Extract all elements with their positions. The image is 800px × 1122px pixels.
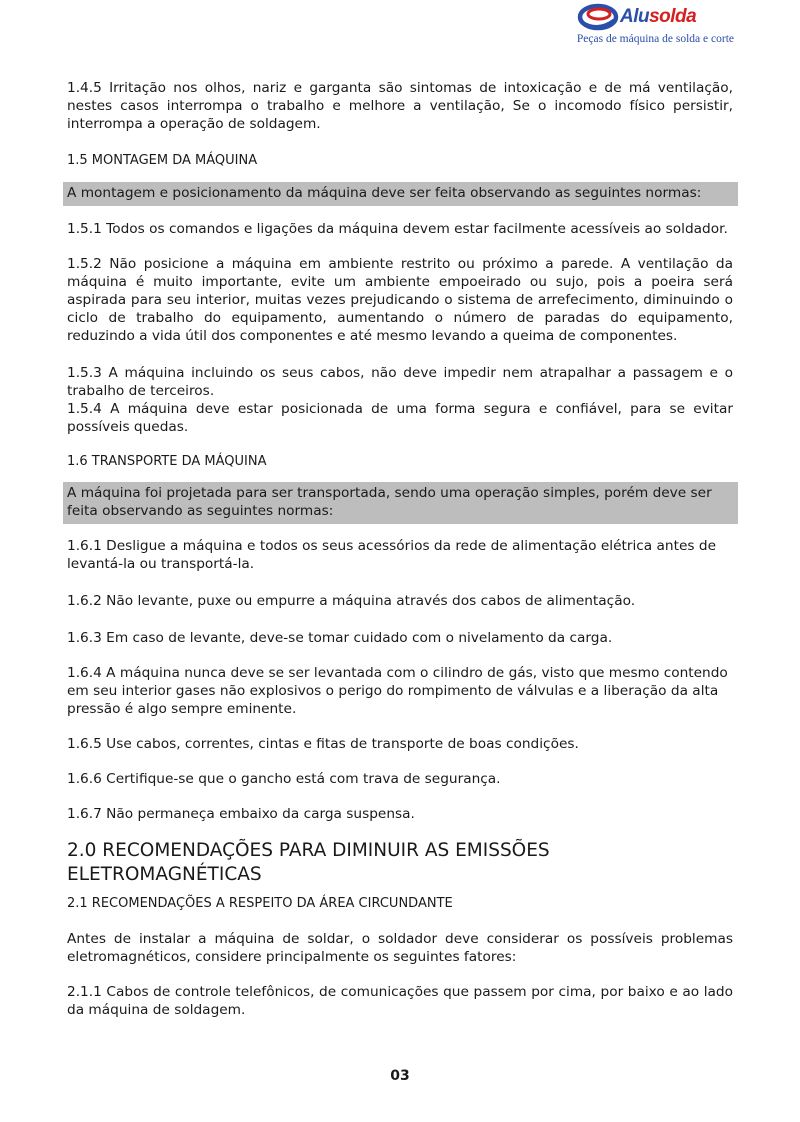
highlight-band-1-6: A máquina foi projetada para ser transportada, sendo uma operação simples, porém deve ser feita observando as seguintes normas: <box>63 482 738 524</box>
paragraph-1-6-5: 1.6.5 Use cabos, correntes, cintas e fitas de transporte de boas condições. <box>67 736 579 752</box>
paragraph-1-5-3: 1.5.3 A máquina incluindo os seus cabos, não deve impedir nem atrapalhar a passagem e o trabalho de terceiros. <box>67 365 733 399</box>
page-number: 03 <box>390 1068 410 1084</box>
brand-name <box>620 6 696 28</box>
brand-name-part2: solda <box>649 6 697 27</box>
paragraph-1-6-2: 1.6.2 Não levante, puxe ou empurre a máquina através dos cabos de alimentação. <box>67 593 636 609</box>
paragraph-1-5-2: 1.5.2 Não posicione a máquina em ambiente restrito ou próximo a parede. A ventilação da máquina é muito importante, evite um ambiente empoeirado ou sujo, pois a poeira será aspirada para seu interior, muitas vezes prejudicando o sistema de arrefecimento, diminuindo o ciclo de trabalho do equipamento, aumentando o número de paradas do equipamento, reduzindo a vida útil dos componentes e até mesmo levando a queima de componentes. <box>67 256 733 344</box>
page-content <box>67 79 733 1019</box>
paragraph-1-6-4: 1.6.4 A máquina nunca deve se ser levantada com o cilindro de gás, visto que mesmo contendo em seu interior gases não explosivos o perigo do rompimento de válvulas e a liberação da alta pressão é algo sempre eminente. <box>67 665 728 717</box>
swirl-logo-icon <box>576 2 620 32</box>
paragraph-1-6-3: 1.6.3 Em caso de levante, deve-se tomar cuidado com o nivelamento da carga. <box>67 630 613 646</box>
section-heading-2-1: 2.1 RECOMENDAÇÕES A RESPEITO DA ÁREA CIRCUNDANTE <box>67 896 453 911</box>
brand-name-part1: Alu <box>620 6 650 27</box>
header-logo <box>576 2 734 48</box>
section-heading-1-6: 1.6 TRANSPORTE DA MÁQUINA <box>67 454 267 469</box>
paragraph-1-5-4: 1.5.4 A máquina deve estar posicionada de uma forma segura e confiável, para se evitar possíveis quedas. <box>67 401 733 435</box>
section-heading-2-0: 2.0 RECOMENDAÇÕES PARA DIMINUIR AS EMISSÕES ELETROMAGNÉTICAS <box>67 840 550 885</box>
paragraph-2-1: Antes de instalar a máquina de soldar, o soldador deve considerar os possíveis problemas eletromagnéticos, considere principalmente os seguintes fatores: <box>67 931 733 965</box>
paragraph-1-6-6: 1.6.6 Certifique-se que o gancho está com trava de segurança. <box>67 771 501 787</box>
paragraph-1-5-1: 1.5.1 Todos os comandos e ligações da máquina devem estar facilmente acessíveis ao soldador. <box>67 221 728 237</box>
brand-tagline: Peças de máquina de solda e corte <box>576 33 734 45</box>
paragraph-1-6-1: 1.6.1 Desligue a máquina e todos os seus acessórios da rede de alimentação elétrica antes de levantá-la ou transportá-la. <box>67 538 716 572</box>
paragraph-1-6-7: 1.6.7 Não permaneça embaixo da carga suspensa. <box>67 806 415 822</box>
highlight-band-1-5: A montagem e posicionamento da máquina deve ser feita observando as seguintes normas: <box>63 182 738 206</box>
section-heading-1-5: 1.5 MONTAGEM DA MÁQUINA <box>67 153 258 168</box>
paragraph-1-4-5: 1.4.5 Irritação nos olhos, nariz e garganta são sintomas de intoxicação e de má ventilação, nestes casos interrompa o trabalho e melhore a ventilação, Se o incomodo físico persistir, interrompa a operação de soldagem. <box>67 80 733 132</box>
paragraph-2-1-1: 2.1.1 Cabos de controle telefônicos, de comunicações que passem por cima, por baixo e ao lado da máquina de soldagem. <box>67 984 733 1018</box>
